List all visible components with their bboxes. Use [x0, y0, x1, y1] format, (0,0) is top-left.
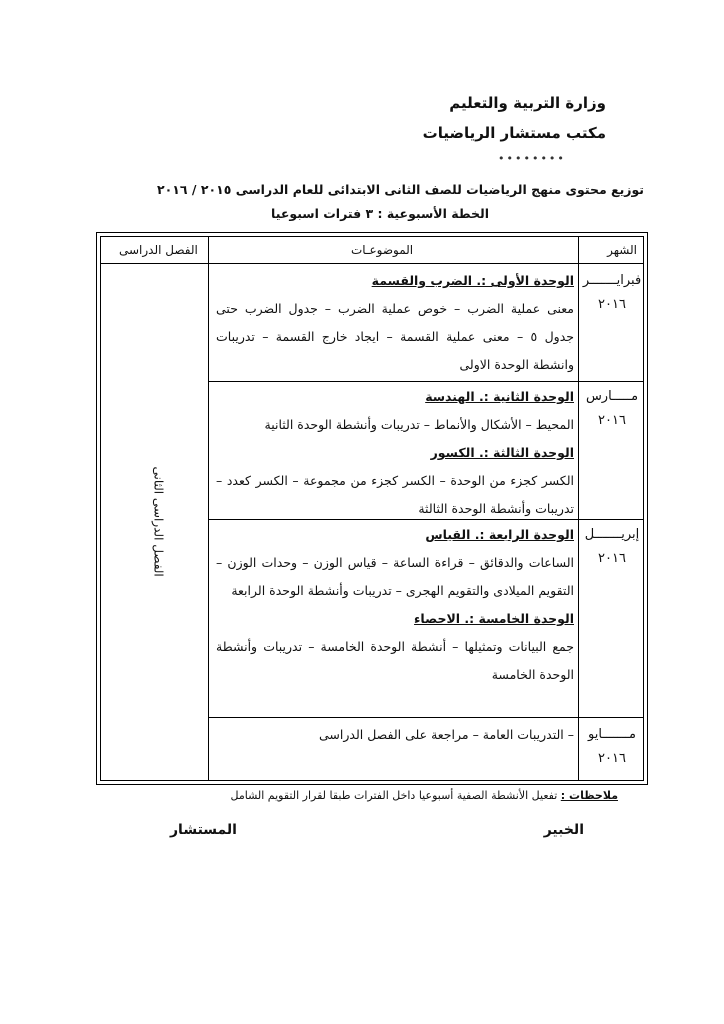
month-year: ٢٠١٦: [598, 297, 626, 312]
table-row-month: [581, 523, 643, 571]
unit-title: الوحدة الأولى :. الضرب والقسمة: [371, 273, 574, 288]
month-name: فبرايـــــــر: [582, 273, 642, 288]
table-inner-frame: [100, 236, 644, 781]
table-row-topics: [216, 383, 574, 523]
semester-column-header: الفصل الدراسى: [119, 243, 198, 257]
unit-content: الكسر كجزء من الوحدة – الكسر كجزء من مجموعة – الكسر كعدد – تدريبات وأنشطة الوحدة الثالثة: [216, 473, 574, 516]
row-divider: [208, 717, 643, 718]
column-divider: [578, 237, 579, 780]
semester-cell: [111, 457, 206, 577]
month-name: مـــــــايو: [588, 727, 636, 742]
advisor-signature: المستشار: [170, 822, 237, 838]
unit-content: الساعات والدقائق – قراءة الساعة – قياس الوزن – وحدات الوزن – التقويم الميلادى والتقويم الهجرى – تدريبات وأنشطة الوحدة الرابعة: [216, 555, 574, 598]
document-subtitle: الخطة الأسبوعية : ٣ فترات اسبوعيا: [271, 206, 489, 221]
column-divider: [208, 237, 209, 780]
month-year: ٢٠١٦: [598, 551, 626, 566]
unit-title: الوحدة الرابعة :. القياس: [425, 527, 574, 542]
unit-title: الوحدة الثالثة :. الكسور: [430, 445, 574, 460]
unit-content: جمع البيانات وتمثيلها – أنشطة الوحدة الخامسة – تدريبات وأنشطة الوحدة الخامسة: [216, 639, 574, 682]
unit-content: المحيط – الأشكال والأنماط – تدريبات وأنشطة الوحدة الثانية: [264, 417, 574, 432]
notes-label: ملاحظات :: [560, 789, 618, 802]
unit-content: معنى عملية الضرب – خوص عملية الضرب – جدول الضرب حتى جدول ٥ – معنى عملية القسمة – ايجاد خارج القسمة – تدريبات وانشطة الوحدة الاولى: [216, 301, 574, 372]
table-row-topics: [216, 521, 574, 689]
expert-signature: الخبير: [543, 822, 584, 838]
notes-text: تفعيل الأنشطة الصفية أسبوعيا داخل الفترات طبقا لقرار التقويم الشامل: [230, 789, 558, 802]
document-title: توزيع محتوى منهج الرياضيات للصف الثانى الابتدائى للعام الدراسى ٢٠١٥ / ٢٠١٦: [157, 182, 644, 197]
ministry-title: وزارة التربية والتعليم: [449, 94, 606, 112]
dots-separator: ••••••••: [498, 152, 566, 165]
month-name: إبريـــــــل: [584, 527, 640, 542]
row-divider: [208, 381, 643, 382]
table-row-topics: [216, 267, 574, 379]
month-year: ٢٠١٦: [598, 413, 626, 428]
semester-label: الفصل الدراسى الثانى: [151, 466, 166, 577]
month-column-header: الشهر: [607, 243, 637, 257]
topics-column-header: الموضوعـات: [351, 243, 414, 257]
month-year: ٢٠١٦: [598, 751, 626, 766]
unit-title: الوحدة الخامسة :. الاحصاء: [414, 611, 574, 626]
notes: [231, 789, 619, 802]
office-title: مكتب مستشار الرياضيات: [422, 124, 606, 142]
curriculum-table: [96, 232, 648, 785]
header-divider: [101, 263, 643, 264]
table-row-month: [581, 269, 643, 317]
unit-title: الوحدة الثانية :. الهندسة: [425, 389, 574, 404]
table-row-topics: [216, 721, 574, 749]
unit-content: – التدريبات العامة – مراجعة على الفصل الدراسى: [318, 727, 574, 742]
month-name: مـــــارس: [585, 389, 639, 404]
table-row-month: [581, 385, 643, 433]
table-row-month: [581, 723, 643, 771]
